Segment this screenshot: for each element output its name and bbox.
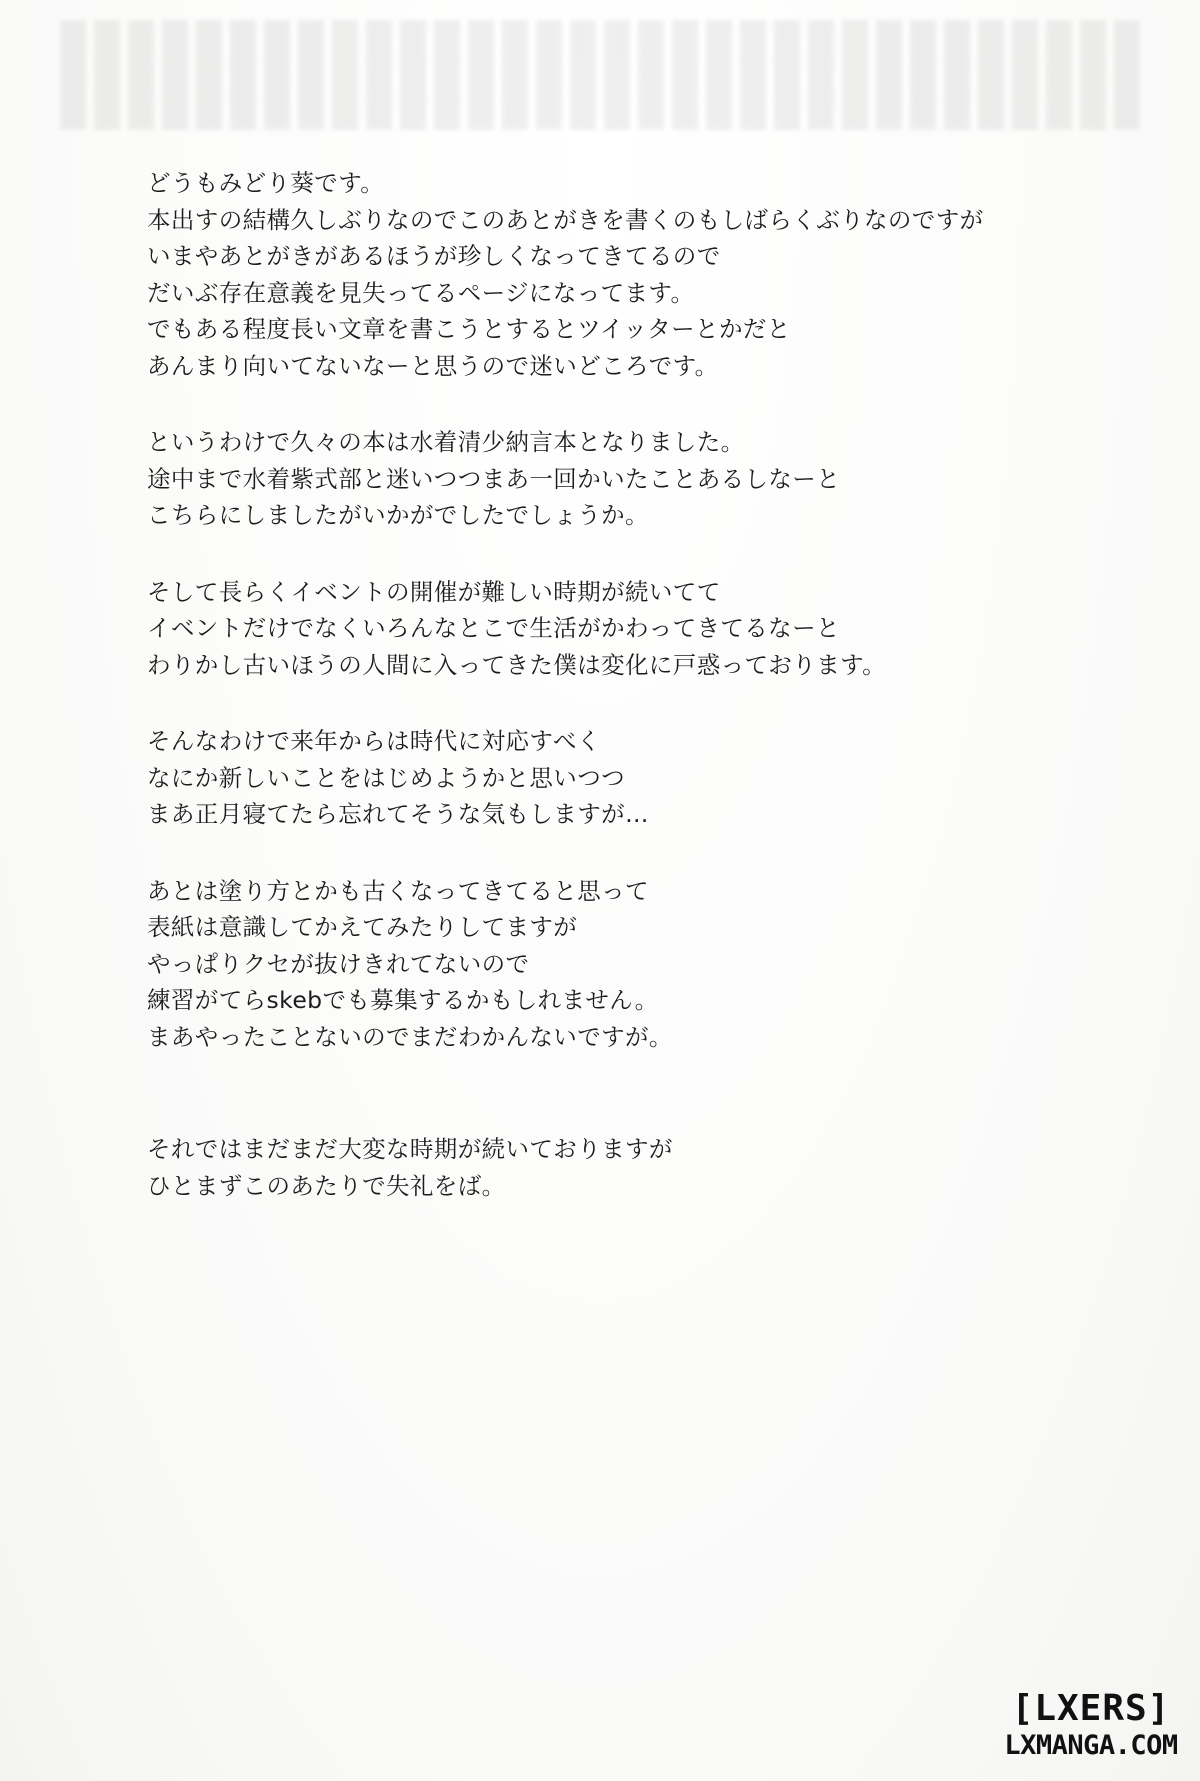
text-line: 表紙は意識してかえてみたりしてますが	[147, 913, 578, 941]
text-line: こちらにしましたがいかがでしたでしょうか。	[147, 501, 649, 529]
text-line: いまやあとがきがあるほうが珍しくなってきてるので	[147, 242, 721, 270]
text-line: あとは塗り方とかも古くなってきてると思って	[147, 876, 649, 905]
site-watermark	[991, 1689, 1191, 1763]
text-line: やっぱりクセが抜けきれてないので	[147, 949, 530, 978]
paragraph-events	[147, 574, 1107, 684]
text-line: でもある程度長い文章を書こうとするとツイッターとかだと	[147, 315, 791, 343]
text-line: イベントだけでなくいろんなとこで生活がかわってきてるなーと	[147, 614, 840, 642]
text-line: そして長らくイベントの開催が難しい時期が続いてて	[147, 577, 721, 606]
text-line: だいぶ存在意義を見失ってるページになってます。	[147, 278, 695, 307]
text-line: というわけで久々の本は水着清少納言本となりました。	[147, 428, 745, 456]
bleed-through-texture	[60, 20, 1140, 130]
paragraph-next-year	[147, 723, 1107, 833]
paragraph-closing	[147, 1131, 1107, 1204]
text-line: あんまり向いてないなーと思うので迷いどころです。	[147, 351, 719, 380]
paragraph-coloring	[147, 873, 1107, 1056]
text-line: まあやったことないのでまだわかんないですが。	[147, 1022, 673, 1051]
paragraph-greeting	[147, 165, 1107, 384]
text-line: 練習がてらskebでも募集するかもしれません。	[147, 986, 659, 1014]
paragraph-book-topic	[147, 424, 1107, 534]
watermark-tag: [LXERS]	[1011, 1688, 1171, 1729]
text-line: 本出すの結構久しぶりなのでこのあとがきを書くのもしばらくぶりなのですが	[147, 205, 984, 234]
text-line: まあ正月寝てたら忘れてそうな気もしますが…	[147, 800, 649, 828]
afterword-text	[147, 165, 1107, 1244]
watermark-site: LXMANGA.COM	[1004, 1730, 1178, 1761]
text-line: わりかし古いほうの人間に入ってきた僕は変化に戸惑っております。	[147, 650, 887, 679]
text-line: なにか新しいことをはじめようかと思いつつ	[147, 763, 625, 792]
text-line: そんなわけで来年からは時代に対応すべく	[147, 727, 601, 755]
text-line: ひとまずこのあたりで失礼をば。	[147, 1171, 506, 1200]
text-line: どうもみどり葵です。	[147, 169, 385, 197]
text-line: それではまだまだ大変な時期が続いておりますが	[147, 1135, 673, 1163]
text-line: 途中まで水着紫式部と迷いつつまあ一回かいたことあるしなーと	[147, 464, 841, 493]
